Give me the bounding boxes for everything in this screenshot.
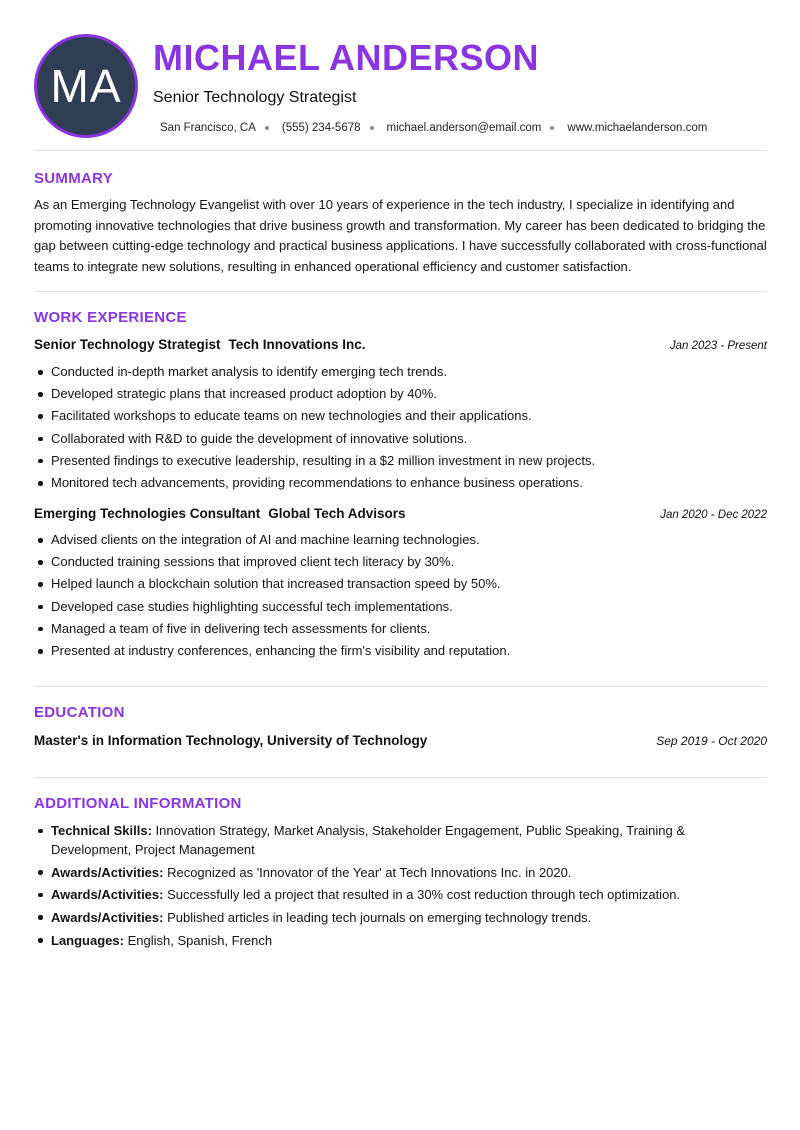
- list-item: [34, 821, 734, 859]
- job-role: Senior Technology Strategist: [34, 337, 221, 352]
- list-item: Facilitated workshops to educate teams on new technologies and their applications.: [34, 405, 767, 427]
- item-text: English, Spanish, French: [123, 932, 273, 948]
- job-title: [34, 337, 366, 352]
- contact-email[interactable]: michael.anderson@email.com: [386, 122, 542, 134]
- list-item: Managed a team of five in delivering tech assessments for clients.: [34, 618, 767, 640]
- section-divider: [34, 686, 767, 687]
- item-text: Published articles in leading tech journals on emerging technology trends.: [163, 909, 592, 925]
- list-item: Developed strategic plans that increased product adoption by 40%.: [34, 383, 767, 405]
- list-item: Conducted training sessions that improved client tech literacy by 30%.: [34, 551, 767, 573]
- section-divider: [34, 777, 767, 778]
- job-dates: Jan 2023 - Present: [669, 340, 767, 352]
- item-label: Languages:: [51, 932, 124, 948]
- separator-dot-icon: [265, 126, 269, 130]
- contact-location: San Francisco, CA: [160, 122, 256, 134]
- job-company: Tech Innovations Inc.: [228, 337, 366, 352]
- list-item: Helped launch a blockchain solution that increased transaction speed by 50%.: [34, 573, 767, 595]
- candidate-headline: Senior Technology Strategist: [153, 89, 357, 106]
- contact-row: [160, 120, 707, 136]
- work-experience-heading: WORK EXPERIENCE: [34, 309, 187, 326]
- job-title: [34, 506, 406, 521]
- list-item: Developed case studies highlighting successful tech implementations.: [34, 596, 767, 618]
- additional-info-list: [34, 821, 734, 953]
- avatar-initials: MA: [50, 60, 122, 112]
- item-text: Successfully led a project that resulted in a 30% cost reduction through tech optimization.: [163, 887, 681, 902]
- separator-dot-icon: [370, 126, 374, 130]
- list-item: Advised clients on the integration of AI and machine learning technologies.: [34, 529, 767, 551]
- job-bullets: [34, 361, 767, 494]
- summary-text: As an Emerging Technology Evangelist with over 10 years of experience in the tech industry, I specialize in identifying and promoting innovative technologies that drive business growth and transformation. My career has been dedicated to bridging the gap between cutting-edge technology and practical business applications. I have successfully collaborated with cross-functional teams to integrate new solutions, resulting in enhanced operational efficiency and customer satisfaction.: [34, 197, 767, 274]
- item-text: Recognized as 'Innovator of the Year' at Tech Innovations Inc. in 2020.: [163, 864, 572, 880]
- item-label: Awards/Activities:: [51, 909, 164, 925]
- item-label: Technical Skills:: [51, 823, 152, 838]
- list-item: Monitored tech advancements, providing recommendations to enhance business operations.: [34, 472, 767, 494]
- list-item: [34, 885, 734, 904]
- education-entry: [34, 733, 767, 748]
- summary-heading: SUMMARY: [34, 170, 114, 187]
- list-item: Presented at industry conferences, enhancing the firm's visibility and reputation.: [34, 640, 767, 662]
- item-label: Awards/Activities:: [51, 864, 164, 880]
- separator-dot-icon: [550, 126, 554, 130]
- job-role: Emerging Technologies Consultant: [34, 506, 261, 521]
- contact-website[interactable]: www.michaelanderson.com: [567, 122, 708, 134]
- job-header: [34, 506, 767, 521]
- education-dates: Sep 2019 - Oct 2020: [656, 734, 767, 748]
- contact-phone: (555) 234-5678: [281, 122, 361, 134]
- avatar: [34, 34, 138, 138]
- section-divider: [34, 150, 767, 151]
- list-item: [34, 931, 734, 950]
- job-dates: Jan 2020 - Dec 2022: [660, 509, 767, 521]
- item-label: Awards/Activities:: [51, 887, 164, 902]
- list-item: [34, 908, 734, 927]
- job-company: Global Tech Advisors: [268, 506, 406, 521]
- candidate-name: MICHAEL ANDERSON: [153, 37, 540, 78]
- list-item: Collaborated with R&D to guide the development of innovative solutions.: [34, 428, 767, 450]
- list-item: [34, 863, 734, 882]
- list-item: Conducted in-depth market analysis to identify emerging tech trends.: [34, 361, 767, 383]
- additional-info-heading: ADDITIONAL INFORMATION: [34, 795, 242, 812]
- job-header: [34, 337, 767, 352]
- list-item: Presented findings to executive leadership, resulting in a $2 million investment in new projects.: [34, 450, 767, 472]
- education-degree: Master's in Information Technology, University of Technology: [34, 733, 428, 748]
- job-bullets: [34, 529, 767, 662]
- section-divider: [34, 291, 767, 292]
- education-heading: EDUCATION: [34, 704, 125, 721]
- item-text: Innovation Strategy, Market Analysis, Stakeholder Engagement, Public Speaking, Training & Development, Project Management: [51, 823, 685, 857]
